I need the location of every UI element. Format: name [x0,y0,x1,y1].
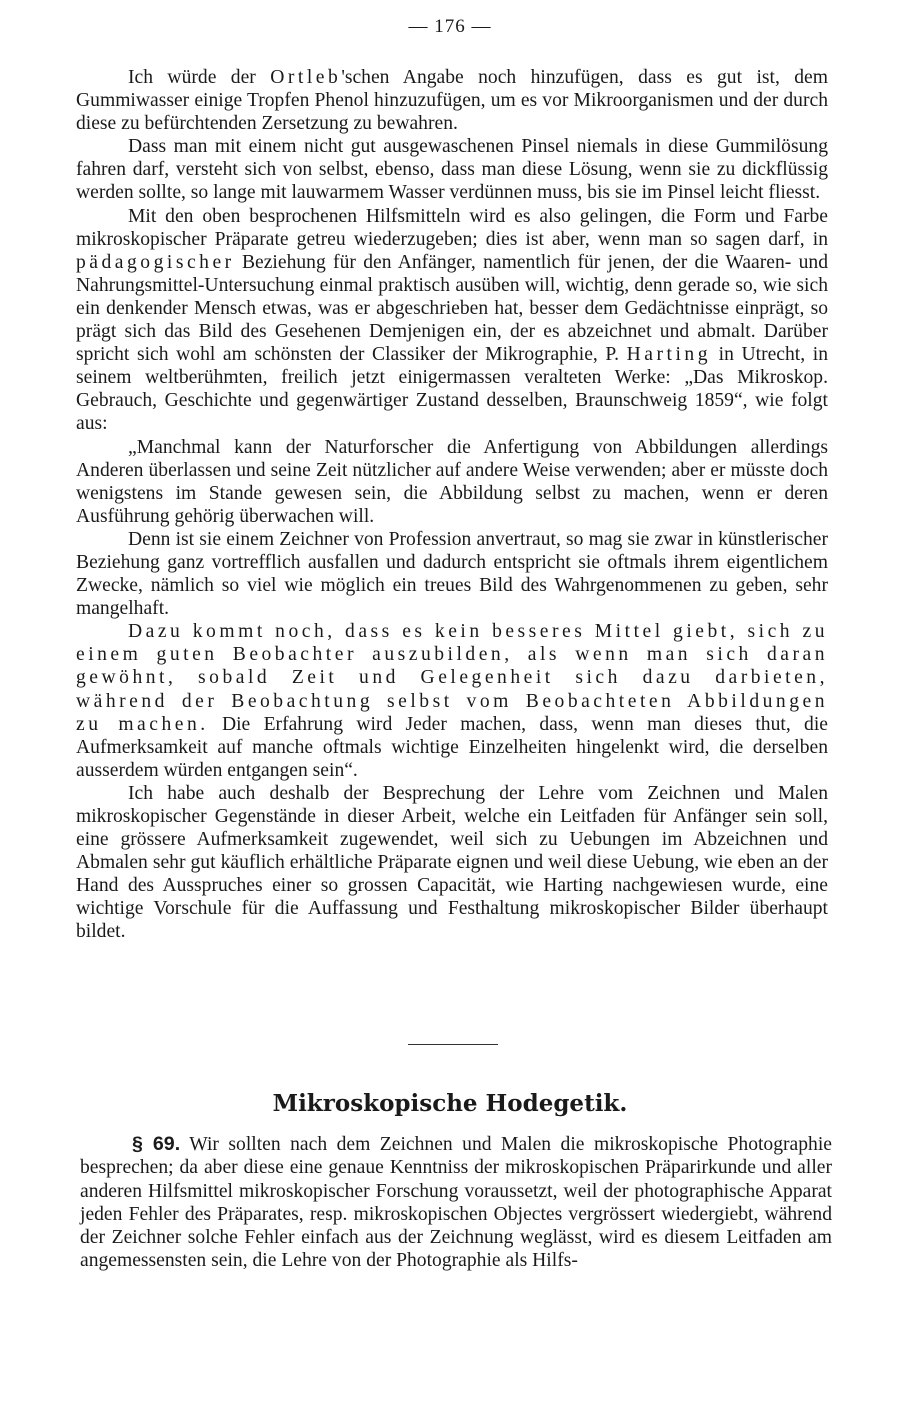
paragraph-4: „Manchmal kann der Naturforscher die Anfertigung von Abbildungen allerdings Anderen überlassen und seine Zeit nützlicher auf andere Weise verwenden; aber er müsste doch wenigstens im Stande gewesen sein, die Abbildung selbst zu machen, wenn er deren Ausführung gehörig überwachen will. [76,436,828,527]
section-text [80,1133,832,1273]
paragraph-6-after: Die Erfahrung wird Jeder machen, dass, wenn man dieses thut, die Aufmerksamkeit auf manche oftmals wichtige Einzelheiten hingelenkt wird, die derselben ausserdem würden entgangen sein“. [76,713,828,781]
paragraph-number: § 69. [132,1133,181,1155]
paragraph-1-after: 'schen Angabe noch hinzufügen, dass es gut ist, dem Gummiwasser einige Tropfen Phenol hinzuzufügen, um es vor Mikroorganismen und der durch diese zu befürchtenden Zersetzung zu bewahren. [76,67,828,135]
section-divider [408,1044,498,1045]
paragraph-3-emphasis-2: Harting [626,344,712,366]
paragraph-5: Denn ist sie einem Zeichner von Profession anvertraut, so mag sie zwar in künstlerischer Beziehung ganz vortrefflich ausfallen und dadurch entspricht sie oftmals ihrem eigentlichem Zwecke, nämlich so viel wie möglich ein treues Bild des Wahrgenommenen zu geben, sehr mangelhaft. [76,528,828,620]
section-paragraph-text: Wir sollten nach dem Zeichnen und Malen die mikroskopische Photographie besprechen; da aber diese eine genaue Kenntniss der mikroskopischen Präparirkunde und aller anderen Hilfsmittel mikroskopischer Forschung voraussetzt, weil der photographische Apparat jeden Fehler des Präparates, resp. mikroskopischen Objectes vergrössert wiedergiebt, während der Zeichner solche Fehler einfach aus der Zeichnung weglässt, wird es diesem Leitfaden am angemessensten sein, die Lehre von der Photographie als Hilfs- [80,1134,832,1272]
section-paragraph [80,1133,832,1273]
paragraph-1-before: Ich würde der [128,67,271,88]
section-heading: Mikroskopische Hodegetik. [272,1090,628,1117]
paragraph-3-before: Mit den oben besprochenen Hilfsmitteln wird es also gelingen, die Form und Farbe mikroskopischer Präparate getreu wiederzugeben; dies ist aber, wenn man so sagen darf, in [76,205,828,250]
page-number: — 176 — [408,16,492,37]
paragraph-1 [76,66,828,135]
paragraph-1-emphasis: Ortleb [270,67,342,88]
paragraph-3-emphasis: pädagogischer [76,251,235,273]
paragraph-3-after: in Utrecht, in seinem weltberühmten, freilich jetzt einigermassen veralteten Werke: „Das Mikroskop. Gebrauch, Geschichte und gegenwärtiger Zustand desselben, Braunschweig 1859“, wie folgt aus: [76,344,828,435]
paragraph-6-emphasis: Dazu kommt noch, dass es kein besseres Mittel giebt, sich zu einem guten Beobachter auszubilden, als wenn man sich daran gewöhnt, sobald Zeit und Gelegenheit sich dazu darbieten, während der Beobachtung selbst vom Beobachteten Abbildungen zu machen. [76,621,828,735]
paragraph-6 [76,620,828,782]
paragraph-7: Ich habe auch deshalb der Besprechung der Lehre vom Zeichnen und Malen mikroskopischer Gegenstände in dieser Arbeit, welche ein Leitfaden für Anfänger sein soll, eine grössere Aufmerksamkeit zugewendet, weil sich zu Uebungen im Abzeichnen und Abmalen sehr gut käuflich erhältliche Präparate eignen und weil diese Uebung, wie eben an der Hand des Ausspruches einer so grossen Capacität, wie Harting nachgewiesen wurde, eine wichtige Vorschule für die Auffassung und Festhaltung mikroskopischer Bilder überhaupt bildet. [76,782,828,943]
paragraph-3-middle: Beziehung für den Anfänger, namentlich für jenen, der die Waaren- und Nahrungsmittel-Untersuchung einmal praktisch ausüben will, wichtig, denn gerade so, wie sich ein denkender Mensch etwas, was er abgeschrieben hat, besser dem Gedächtnisse einprägt, so prägt sich das Bild des Gesehenen Demjenigen ein, der es abzeichnet und abmalt. Darüber spricht sich wohl am schönsten der Classiker der Mikrographie, P. [76,251,828,366]
paragraph-3 [76,205,828,436]
body-text [76,66,828,944]
paragraph-2: Dass man mit einem nicht gut ausgewaschenen Pinsel niemals in diese Gummilösung fahren darf, versteht sich von selbst, ebenso, dass man diese Lösung, wenn sie zu dickflüssig werden sollte, so lange mit lauwarmem Wasser verdünnen muss, bis sie im Pinsel leicht fliesst. [76,136,828,204]
